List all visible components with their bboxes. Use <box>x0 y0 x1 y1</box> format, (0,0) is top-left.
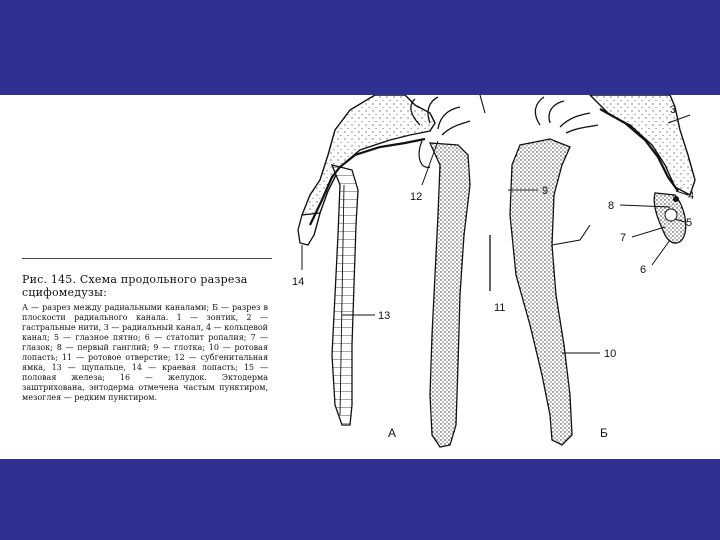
bottom-banner <box>0 459 720 540</box>
section-b-drawing <box>510 95 695 445</box>
label-10: 10 <box>604 348 617 360</box>
section-a-label: А <box>388 426 397 440</box>
label-8: 8 <box>608 200 615 212</box>
figure-caption <box>22 273 268 403</box>
label-13: 13 <box>378 310 391 322</box>
label-9: 9 <box>542 185 549 197</box>
section-b-label: Б <box>600 426 608 440</box>
label-3: 3 <box>670 104 677 116</box>
label-14: 14 <box>292 276 305 288</box>
section-a-drawing <box>298 95 470 447</box>
label-12: 12 <box>410 191 423 203</box>
slide-content <box>0 95 720 459</box>
label-4: 4 <box>688 190 695 202</box>
scyphomedusa-diagram <box>280 95 700 459</box>
caption-divider <box>22 258 272 259</box>
label-7: 7 <box>620 232 627 244</box>
label-11: 11 <box>494 302 506 314</box>
caption-body: А — разрез между радиальными каналами; Б — разрез в плоскости радиального канала. 1 — зонтик, 2 — гастральные нити, 3 — радиальный канал, 4 — кольцевой канал; 5 — глазное пятно; 6 — статолит ропалия; 7 — глазок; 8 — первый ганглий; 9 — глотка; 10 — ротовая лопасть; 11 — ротовое отверстие; 12 — субгенитальная ямка, 13 — щупальце, 14 — краевая лопасть; 15 — половая железа; 16 — желудок. Эктодерма заштрихована, энтодерма отмечена частым пунктиром, мезоглея — редким пунктиром. <box>22 303 268 402</box>
caption-title: Рис. 145. Схема продольного разреза сцифомедузы: <box>22 273 248 299</box>
label-6: 6 <box>640 264 647 276</box>
label-5: 5 <box>686 217 693 229</box>
top-banner <box>0 0 720 95</box>
